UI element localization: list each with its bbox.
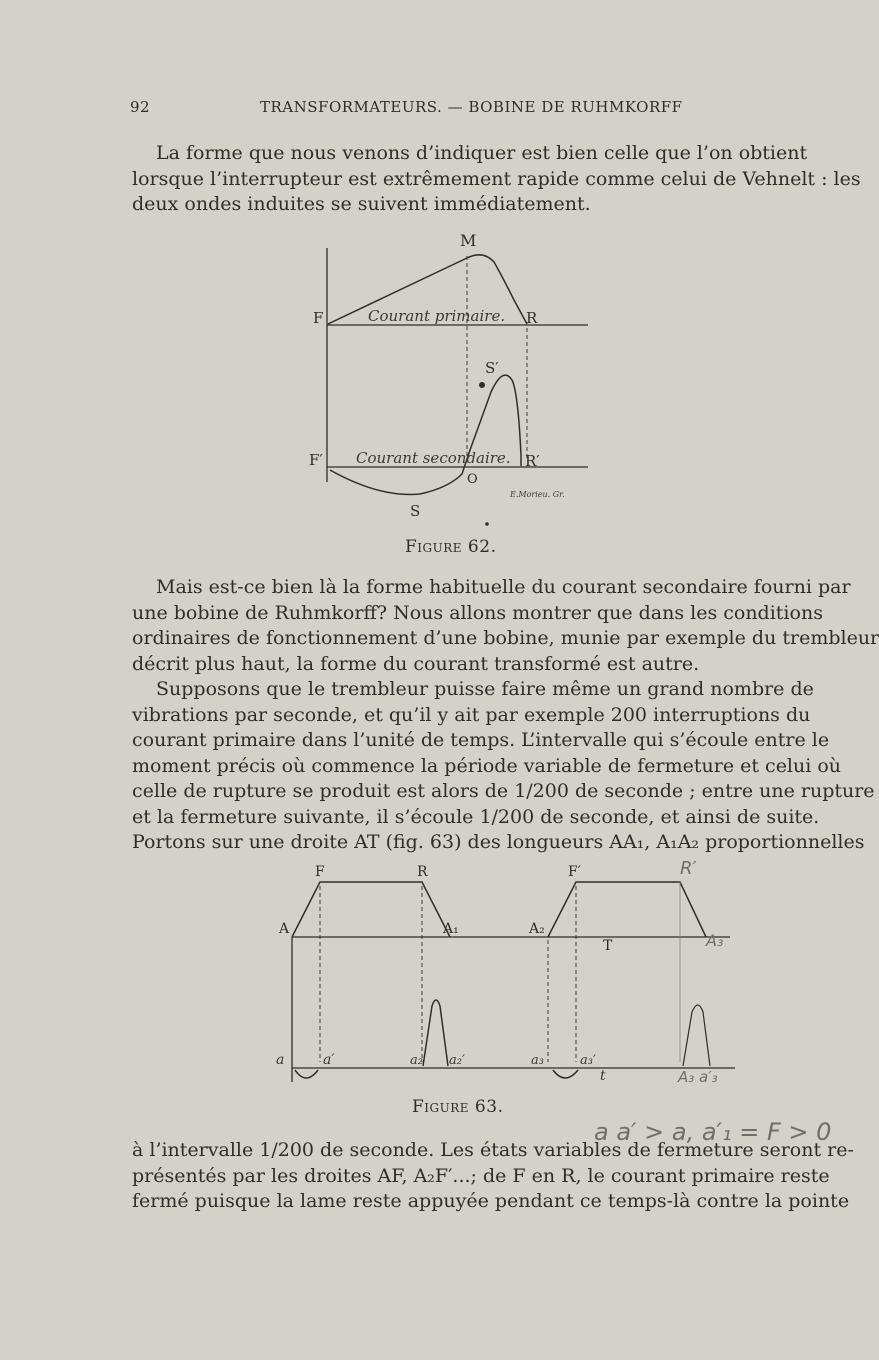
- paragraph-4: [132, 1138, 854, 1215]
- fig62-label-M: M: [460, 231, 477, 250]
- fig63-label-A2: A₂: [529, 921, 545, 937]
- text-line: ordinaires de fonctionnement d’une bobine, munie par exemple du trembleur: [132, 627, 879, 649]
- fig62-label-secondary: Courant secondaire.: [356, 449, 511, 467]
- text-line: Supposons que le trembleur puisse faire même un grand nombre de: [156, 678, 814, 700]
- page-number: 92: [130, 98, 151, 116]
- fig63-caption: Figure 63.: [412, 1097, 504, 1117]
- fig63-label-F-prime: F′: [568, 864, 581, 880]
- text-line: lorsque l’interrupteur est extrêmement rapide comme celui de Vehnelt : les: [132, 167, 861, 190]
- fig62-label-R-prime: R′: [525, 452, 540, 470]
- text-line: La forme que nous venons d’indiquer est bien celle que l’on obtient: [156, 142, 808, 164]
- text-line: et la fermeture suivante, il s’écoule 1/200 de seconde, et ainsi de suite.: [132, 805, 820, 828]
- text-line: décrit plus haut, la forme du courant transformé est autre.: [132, 652, 700, 675]
- fig63-label-A: A: [279, 921, 290, 937]
- fig63-label-a3-prime: a₃′: [580, 1053, 596, 1068]
- text-line: courant primaire dans l’unité de temps. L’intervalle qui s’écoule entre le: [132, 729, 830, 751]
- fig63-label-a: a: [276, 1052, 285, 1068]
- fig63-label-a2-prime: a₂′: [449, 1053, 465, 1068]
- fig63-label-R-prime: R′: [680, 858, 697, 879]
- fig62-signature: E.Morieu. Gr.: [510, 490, 565, 499]
- fig63-primary-pulse-2: [548, 882, 706, 937]
- fig63-label-F: F: [315, 864, 325, 880]
- text-line: Portons sur une droite AT (fig. 63) des longueurs AA₁, A₁A₂ proportionnelles: [132, 831, 865, 853]
- fig63-label-R: R: [417, 864, 428, 880]
- text-line: une bobine de Ruhmkorff? Nous allons montrer que dans les conditions: [132, 601, 823, 624]
- fig62-label-S: S: [410, 502, 421, 520]
- fig63-label-a-prime: a′: [323, 1052, 335, 1068]
- text-line: présentés par les droites AF, A₂F′...; de F en R, le courant primaire reste: [132, 1164, 830, 1187]
- fig63-secondary-dip-2: [553, 1070, 578, 1078]
- fig62-label-F-prime: F′: [309, 451, 323, 469]
- text-line: celle de rupture se produit est alors de 1/200 de seconde ; entre une rupture: [132, 780, 875, 802]
- fig63-secondary-spike-2: [683, 1005, 710, 1066]
- fig63-label-A1: A₁: [443, 921, 459, 937]
- fig63-label-a2: a₂: [410, 1053, 423, 1068]
- fig63-label-A3: A₃: [706, 931, 724, 950]
- fig63-label-T: T: [603, 938, 613, 954]
- fig63-label-a3: a₃: [531, 1053, 544, 1068]
- fig62-label-F: F: [313, 309, 324, 327]
- fig63-secondary-dip-1: [295, 1070, 318, 1078]
- text-line: à l’intervalle 1/200 de seconde. Les états variables de fermeture seront re-: [132, 1139, 854, 1161]
- fig63-primary-pulse-1: [292, 882, 450, 937]
- fig63-label-t: t: [600, 1068, 606, 1084]
- fig63-margin-note: a a′ > a, a′₁ = F > 0: [594, 1118, 832, 1146]
- fig63-secondary-spike-1: [423, 1000, 448, 1066]
- fig62-label-primary: Courant primaire.: [368, 307, 506, 325]
- fig62-label-S-prime: S′: [485, 359, 499, 377]
- text-line: vibrations par seconde, et qu’il y ait par exemple 200 interruptions du: [132, 703, 811, 726]
- text-line: moment précis où commence la période variable de fermeture et celui où: [132, 754, 842, 777]
- running-title: TRANSFORMATEURS. — BOBINE DE RUHMKORFF: [260, 98, 683, 116]
- fig62-caption: Figure 62.: [405, 537, 497, 557]
- fig62-label-O: O: [467, 472, 478, 487]
- text-line: Mais est-ce bien là la forme habituelle du courant secondaire fourni par: [156, 576, 851, 598]
- text-line: deux ondes induites se suivent immédiatement.: [132, 193, 591, 215]
- fig62-label-R: R: [526, 309, 538, 327]
- fig63-margin-note-2: A₃ a′₃: [678, 1068, 718, 1086]
- text-line: fermé puisque la lame reste appuyée pendant ce temps-là contre la pointe: [132, 1190, 850, 1212]
